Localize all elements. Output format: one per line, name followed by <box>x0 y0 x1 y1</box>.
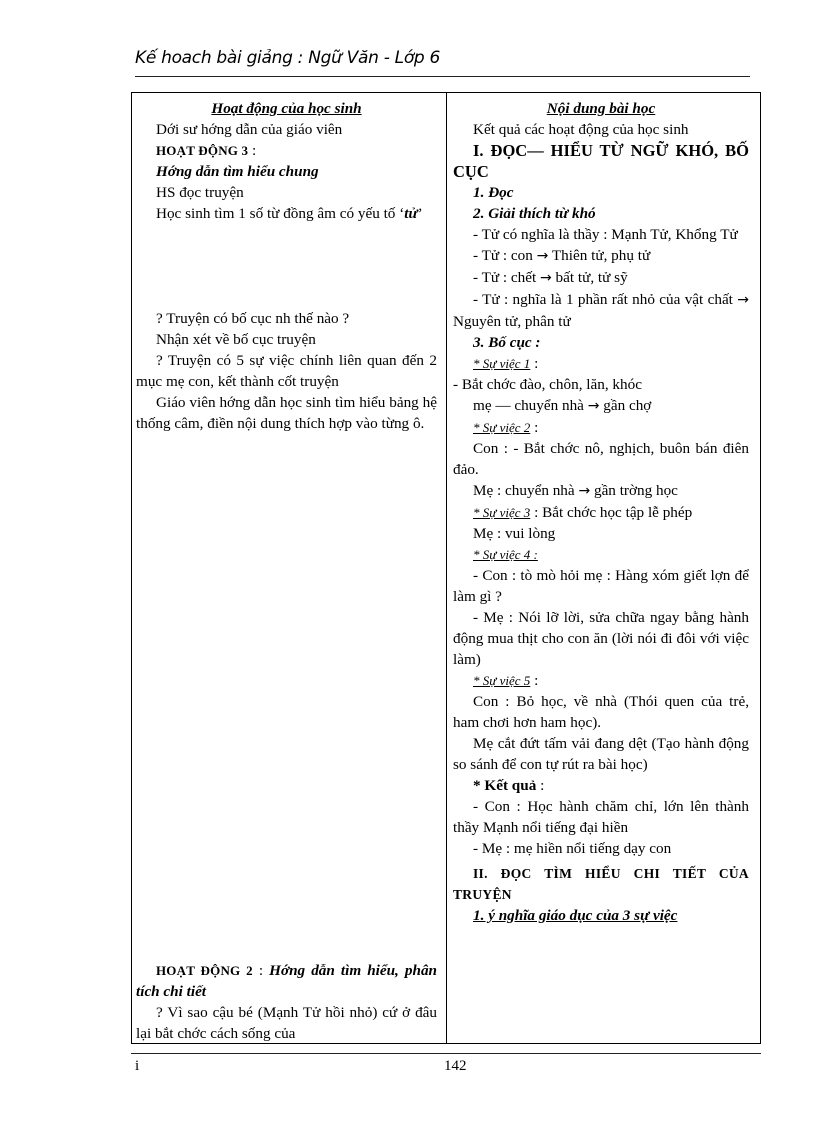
event-line: Con : - Bắt chớc nô, nghịch, buôn bán điên đảo. <box>453 440 749 478</box>
left-paragraph: Giáo viên hớng dẫn học sinh tìm hiểu bảng hệ thống câm, điền nội dung thích hợp vào từng ô. <box>136 394 437 432</box>
event-line: mẹ — chuyển nhà → gần chợ <box>473 397 652 414</box>
activity-3-title: Hớng dẫn tìm hiểu chung <box>156 163 319 180</box>
footer-rule <box>131 1053 761 1054</box>
right-arrow-icon: → <box>578 483 591 499</box>
event-line: Con : Bỏ học, về nhà (Thói quen của trẻ, ham chơi hơn ham học). <box>453 693 749 731</box>
activity-2-heading: HOẠT ĐỘNG 2 : Hớng dẫn tìm hiểu, phân tích chi tiết <box>136 962 437 1000</box>
event-2-heading: * Sự việc 2 : <box>473 419 539 436</box>
left-column-heading: Hoạt động của học sinh <box>211 100 362 117</box>
left-paragraph: HS đọc truyện <box>156 184 244 201</box>
page-header-title: Kế hoach bài giảng : Ngữ Văn - Lớp 6 <box>135 48 441 68</box>
event-line: Mẹ : chuyển nhà → gần trờng học <box>473 482 678 499</box>
right-intro-line: Kết quả các hoạt động của học sinh <box>473 121 689 138</box>
column-divider <box>446 92 447 1044</box>
left-question: ? Truyện có bố cục nh thế nào ? <box>156 310 350 327</box>
event-3-heading: * Sự việc 3 : Bắt chớc học tập lễ phép <box>473 504 693 521</box>
result-line: - Con : Học hành chăm chỉ, lớn lên thành thầy Mạnh nổi tiếng đại hiền <box>453 798 749 836</box>
left-question: Nhận xét về bố cục truyện <box>156 331 316 348</box>
right-arrow-icon: → <box>587 398 600 414</box>
vocab-line: - Tử : nghĩa là 1 phần rất nhỏ của vật chất → Nguyên tử, phân tử <box>453 291 749 330</box>
event-4-heading: * Sự việc 4 : <box>473 547 538 562</box>
section-1-heading: I. ĐỌC— HIỂU TỪ NGỮ KHÓ, BỐ CỤC <box>453 141 749 181</box>
spacer <box>136 224 437 308</box>
subsection-read: 1. Đọc <box>473 184 514 201</box>
right-arrow-icon: → <box>540 270 552 286</box>
vocab-line: - Tử có nghĩa là thầy : Mạnh Tử, Khổng Tử <box>473 226 738 243</box>
vocab-line: - Tử : con → Thiên tử, phụ tử <box>473 247 651 264</box>
event-line: - Con : tò mò hỏi mẹ : Hàng xóm giết lợn để làm gì ? <box>453 567 749 605</box>
right-arrow-icon: → <box>737 292 749 308</box>
event-line: Mẹ : vui lòng <box>473 525 556 542</box>
header-rule <box>135 76 750 77</box>
left-intro-line: Dới sư hớng dẫn của giáo viên <box>156 121 343 138</box>
subsection-meaning: 1. ý nghĩa giáo dục của 3 sự việc <box>473 907 678 924</box>
result-line: - Mẹ : mẹ hiền nổi tiếng dạy con <box>473 840 672 857</box>
student-activities-column <box>136 98 437 434</box>
left-question: ? Vì sao cậu bé (Mạnh Tử hồi nhỏ) cứ ở đâu lại bắt chớc cách sống của <box>136 1004 437 1042</box>
page-number: 142 <box>444 1058 467 1074</box>
right-column-heading: Nội dung bài học <box>546 100 656 117</box>
vocab-line: - Tử : chết → bất tử, tử sỹ <box>473 269 628 286</box>
result-heading: * Kết quả : <box>473 777 545 794</box>
section-2-heading: II. ĐỌC TÌM HIỂU CHI TIẾT CỦA TRUYỆN <box>453 866 749 902</box>
event-line: - Bắt chớc đào, chôn, lăn, khóc <box>453 376 642 393</box>
event-line: Mẹ cắt đứt tấm vải đang dệt (Tạo hành động so sánh để con tự rút ra bài học) <box>453 735 749 773</box>
lesson-content-column <box>453 98 749 926</box>
event-1-heading: * Sự việc 1 : <box>473 355 539 372</box>
event-5-heading: * Sự việc 5 : <box>473 672 539 689</box>
subsection-structure: 3. Bố cục : <box>473 334 541 351</box>
footer-left-marker: i <box>135 1058 140 1074</box>
activity-2-block <box>136 960 437 1044</box>
left-question: ? Truyện có 5 sự việc chính liên quan đến 2 mục mẹ con, kết thành cốt truyện <box>136 352 437 390</box>
left-paragraph: Học sinh tìm 1 số từ đồng âm có yếu tố ‘tử’ <box>156 205 423 222</box>
event-line: - Mẹ : Nói lỡ lời, sửa chữa ngay bằng hành động mua thịt cho con ăn (lời nói đi đôi với việc làm) <box>453 609 749 668</box>
subsection-vocabulary: 2. Giải thích từ khó <box>473 205 596 222</box>
right-arrow-icon: → <box>536 248 549 264</box>
activity-3-heading: HOẠT ĐỘNG 3 : <box>156 142 257 159</box>
